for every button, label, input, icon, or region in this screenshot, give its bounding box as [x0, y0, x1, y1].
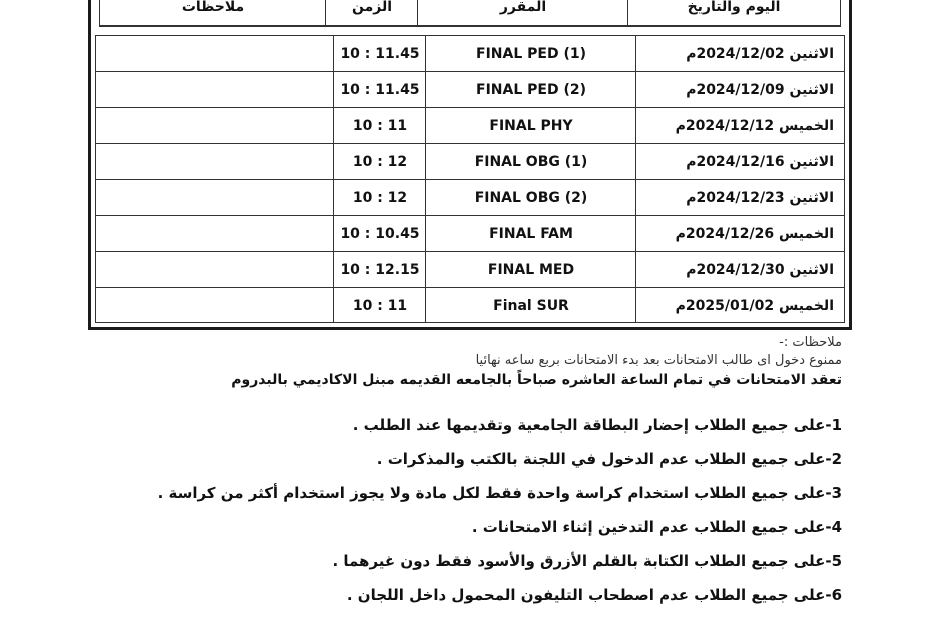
row-date: الاثنين 2024/12/16م	[686, 153, 834, 170]
header-divider	[417, 0, 418, 25]
row-course: FINAL PED (2)	[476, 81, 586, 98]
table-row	[96, 108, 844, 144]
header-time: الزمن	[351, 0, 393, 15]
row-notes	[96, 216, 334, 251]
table-row	[96, 36, 844, 72]
header-course: المقرر	[499, 0, 547, 15]
rule-item: 6-على جميع الطلاب عدم اصطحاب التليفون المحمول داخل اللجان .	[346, 586, 842, 604]
row-time: 10 : 11	[352, 298, 408, 314]
row-time: 10 : 12.15	[340, 261, 420, 278]
header-notes: ملاحظات	[181, 0, 245, 15]
header-date: اليوم والتاريخ	[687, 0, 781, 15]
row-time: 10 : 10.45	[340, 225, 420, 242]
row-course: FINAL MED	[487, 261, 575, 278]
row-date: الاثنين 2024/12/02م	[686, 45, 834, 62]
row-course: FINAL OBG (2)	[474, 189, 588, 206]
header-divider	[325, 0, 326, 25]
rule-item: 3-على جميع الطلاب استخدام كراسة واحدة فقط لكل مادة ولا يجوز استخدام أكثر من كراسة .	[157, 484, 842, 502]
header-divider	[627, 0, 628, 25]
row-notes	[96, 180, 334, 215]
table-row	[96, 216, 844, 252]
rule-item: 2-على جميع الطلاب عدم الدخول في اللجنة بالكتب والمذكرات .	[376, 450, 842, 468]
notes-late-entry: ممنوع دخول اى طالب الامتحانات بعد بدء الامتحانات بربع ساعه نهائيا	[475, 353, 842, 368]
row-time: 10 : 12	[352, 189, 408, 206]
row-notes	[96, 144, 334, 179]
row-course: FINAL PHY	[489, 117, 573, 134]
notes-section	[62, 334, 842, 390]
row-time: 10 : 11.45	[340, 81, 420, 98]
row-date: الخميس 2025/01/02م	[675, 298, 834, 314]
table-body	[95, 35, 845, 323]
row-notes	[96, 72, 334, 107]
row-date: الاثنين 2024/12/23م	[686, 189, 834, 206]
table-header-row	[99, 0, 841, 27]
table-row	[96, 288, 844, 324]
row-date: الخميس 2024/12/12م	[675, 117, 834, 134]
table-row	[96, 144, 844, 180]
notes-heading: ملاحظات :-	[779, 335, 842, 350]
row-notes	[96, 288, 334, 324]
row-date: الاثنين 2024/12/09م	[686, 81, 834, 98]
schedule-table	[88, 0, 852, 330]
row-time: 10 : 11	[352, 117, 408, 134]
row-course: FINAL PED (1)	[476, 45, 586, 62]
rules-list	[62, 414, 842, 618]
row-course: FINAL OBG (1)	[474, 153, 588, 170]
row-notes	[96, 252, 334, 287]
row-course: Final SUR	[493, 298, 569, 314]
rule-item: 1-على جميع الطلاب إحضار البطاقة الجامعية وتقديمها عند الطلب .	[352, 416, 842, 434]
table-row	[96, 72, 844, 108]
table-row	[96, 252, 844, 288]
row-course: FINAL FAM	[489, 225, 573, 242]
row-time: 10 : 11.45	[340, 45, 420, 62]
rule-item: 4-على جميع الطلاب عدم التدخين إثناء الامتحانات .	[471, 518, 842, 536]
rule-item: 5-على جميع الطلاب الكتابة بالقلم الأزرق والأسود فقط دون غيرهما .	[332, 552, 842, 570]
notes-exam-location: تعقد الامتحانات في تمام الساعة العاشره صباحاً بالجامعه القديمه مبنل الاكاديمي بالبدروم	[231, 372, 842, 388]
row-notes	[96, 108, 334, 143]
row-date: الاثنين 2024/12/30م	[686, 261, 834, 278]
row-notes	[96, 36, 334, 71]
row-time: 10 : 12	[352, 153, 408, 170]
table-row	[96, 180, 844, 216]
row-date: الخميس 2024/12/26م	[675, 225, 834, 242]
